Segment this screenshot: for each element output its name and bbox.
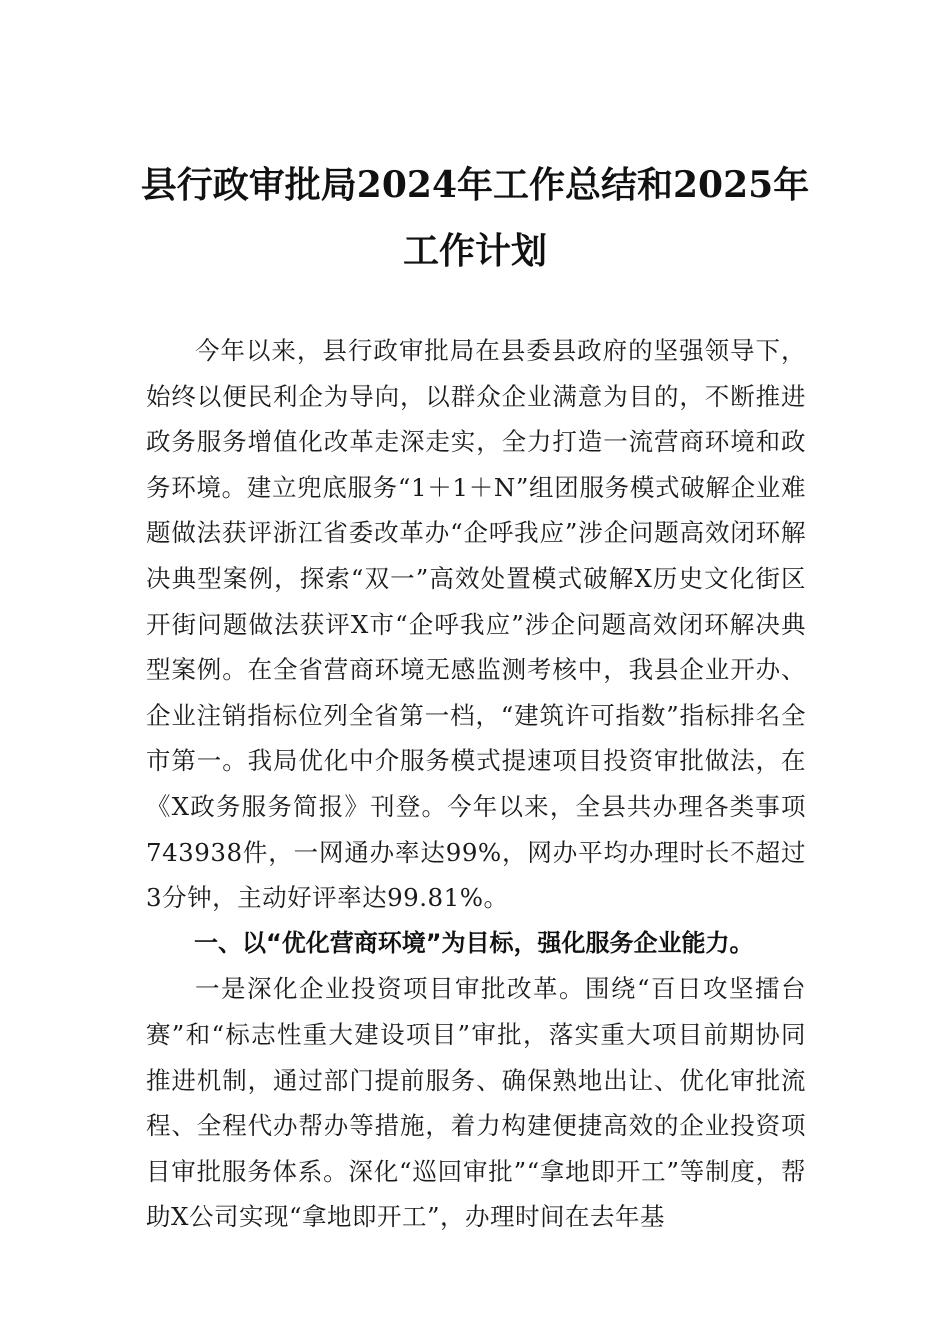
- section-paragraph: 一是深化企业投资项目审批改革。围绕“百日攻坚擂台赛”和“标志性重大建设项目”审批，落实重大项目前期协同推进机制，通过部门提前服务、确保熟地出让、优化审批流程、全程代办帮办等措施，着力构建便捷高效的企业投资项目审批服务体系。深化“巡回审批”“拿地即开工”等制度，帮助X公司实现“拿地即开工”，办理时间在去年基: [146, 974, 806, 1232]
- intro-paragraph: 今年以来，县行政审批局在县委县政府的坚强领导下，始终以便民利企为导向，以群众企业满意为目的，不断推进政务服务增值化改革走深走实，全力打造一流营商环境和政务环境。建立兜底服务“1＋1＋N”组团服务模式破解企业难题做法获评浙江省委改革办“企呼我应”涉企问题高效闭环解决典型案例，探索“双一”高效处置模式破解X历史文化街区开街问题做法获评X市“企呼我应”涉企问题高效闭环解决典型案例。在全省营商环境无感监测考核中，我县企业开办、企业注销指标位列全省第一档，“建筑许可指数”指标排名全市第一。我局优化中介服务模式提速项目投资审批做法，在《X政务服务简报》刊登。今年以来，全县共办理各类事项743938件，一网通办率达99%，网办平均办理时长不超过3分钟，主动好评率达99.81%。: [146, 336, 806, 913]
- document-title: 县行政审批局2024年工作总结和2025年工作计划: [140, 164, 810, 272]
- section-heading: 一、以“优化营商环境”为目标，强化服务企业能力。: [194, 928, 754, 957]
- document-body: [146, 328, 806, 1240]
